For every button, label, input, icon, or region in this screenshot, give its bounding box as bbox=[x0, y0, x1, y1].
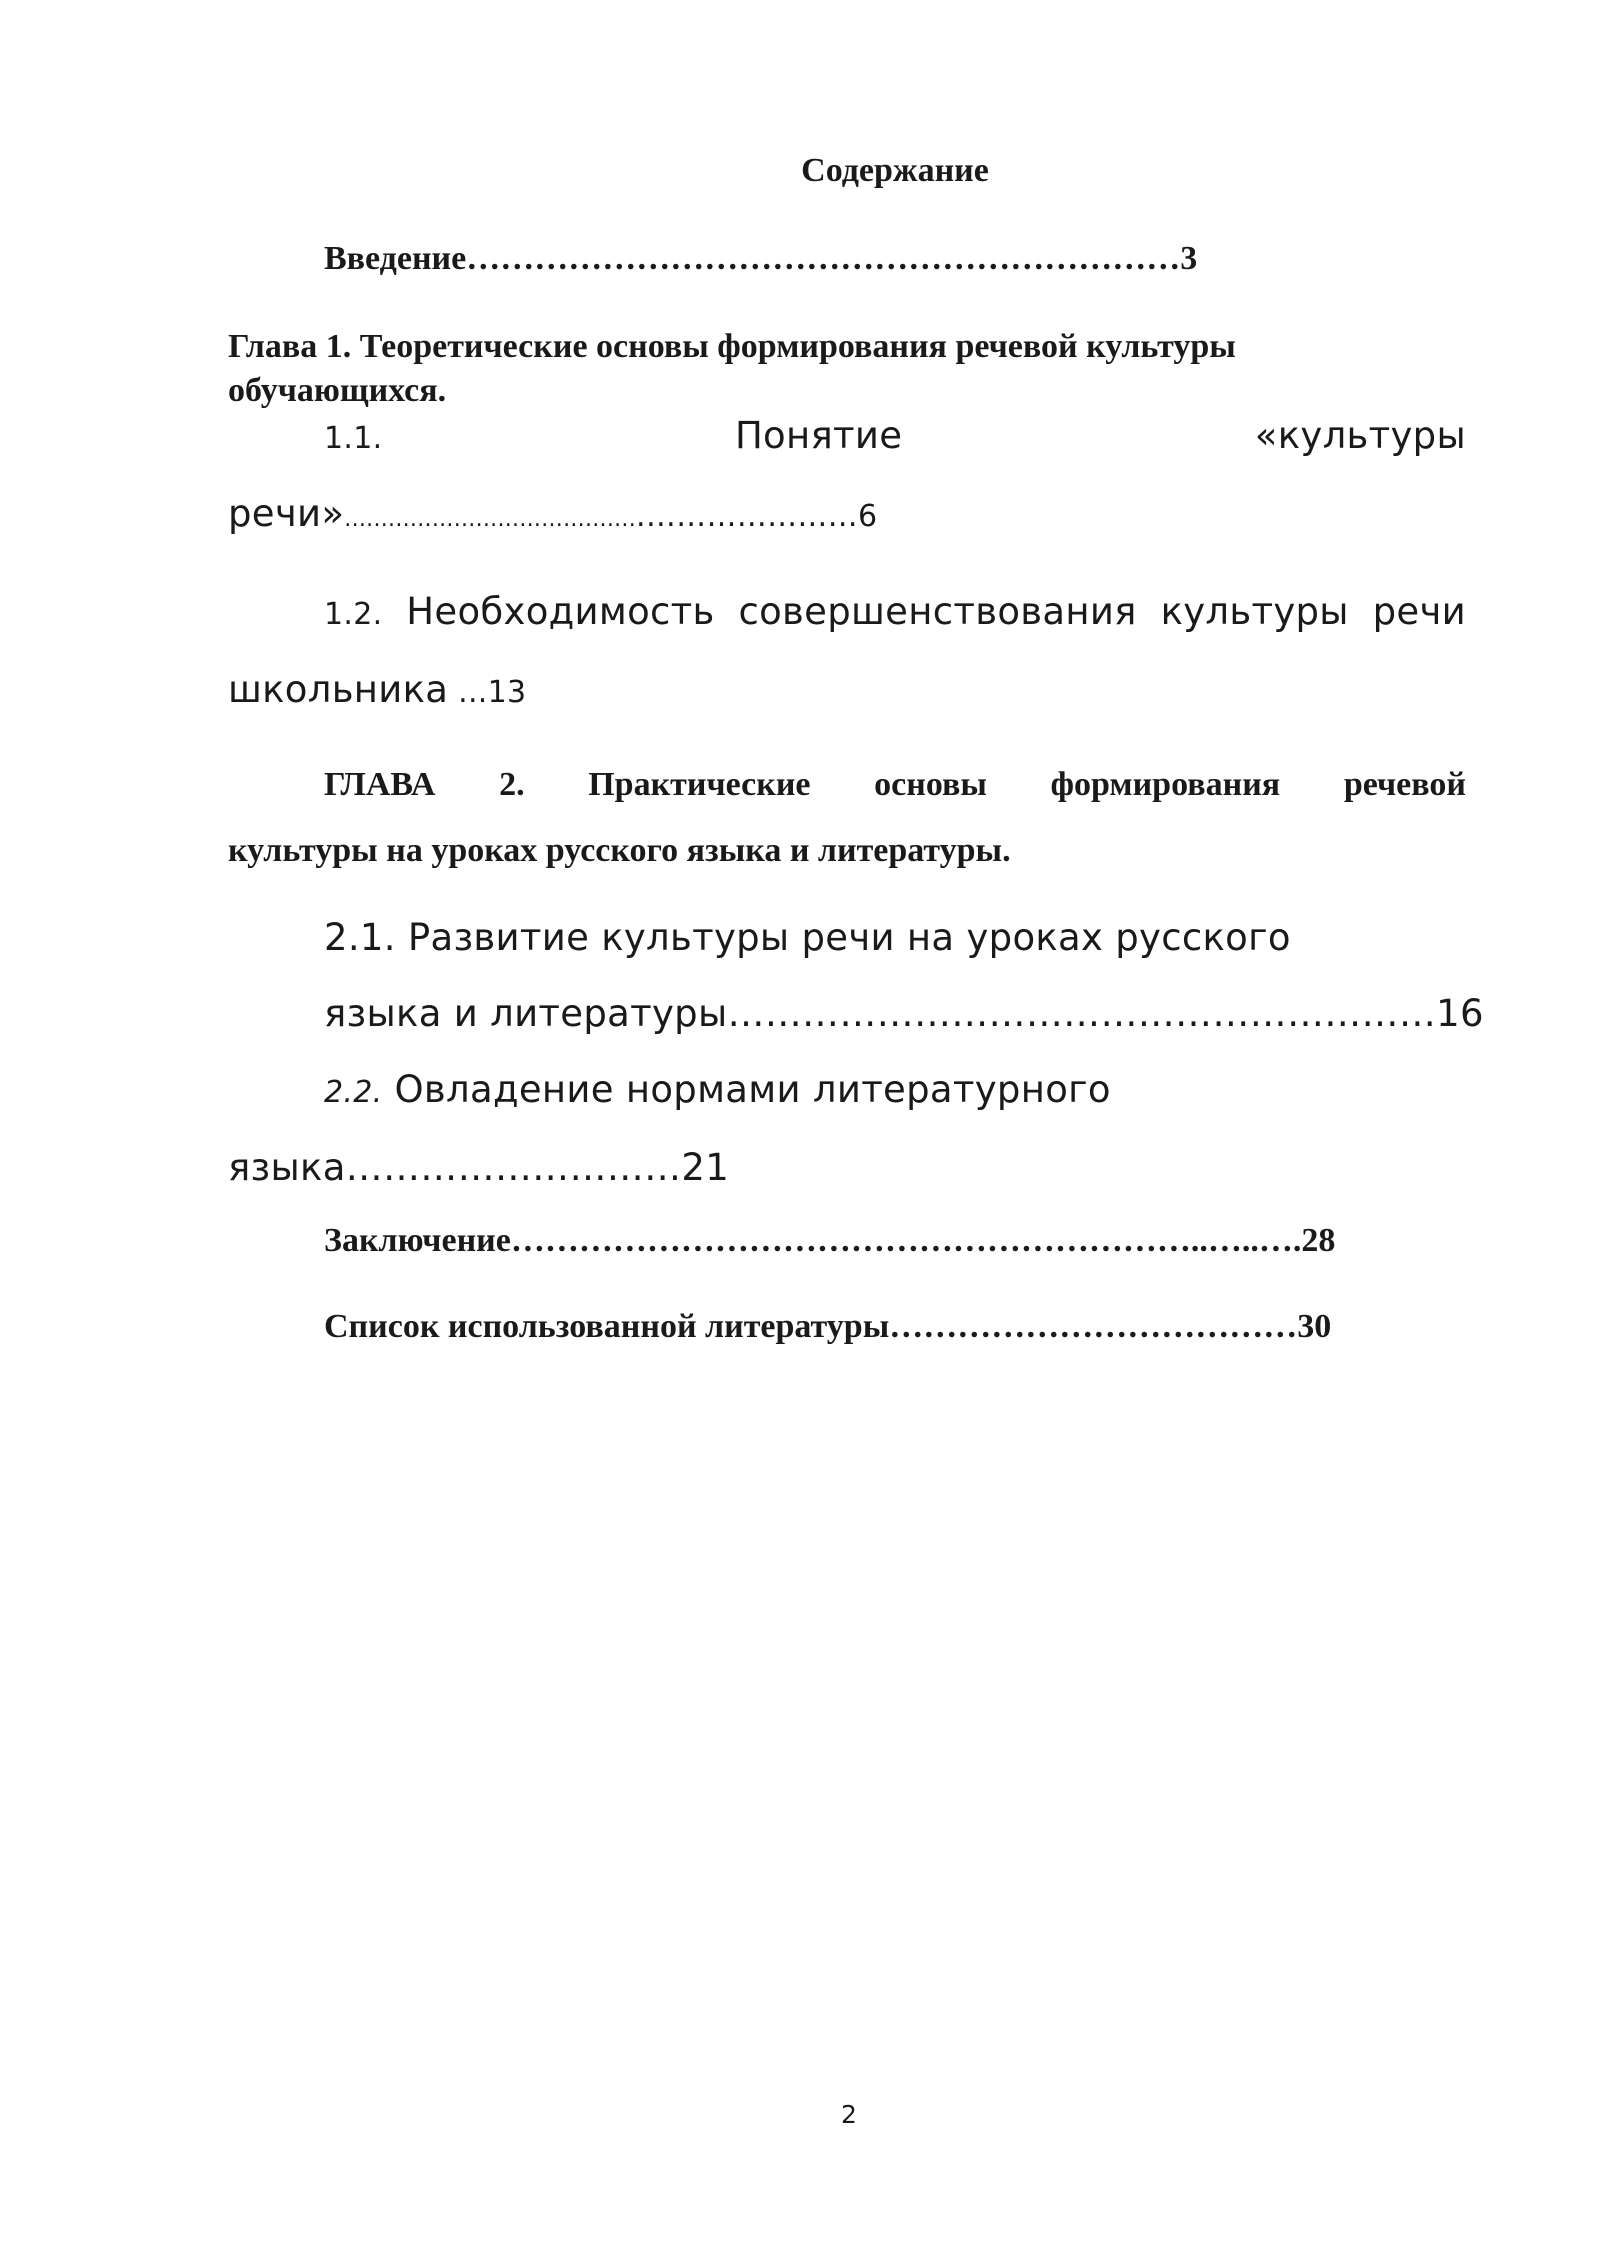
section-title-word: совершенствования bbox=[738, 590, 1137, 633]
toc-entry-references: Список использованной литературы………………………………30 bbox=[324, 1308, 1332, 1345]
toc-section-1-2-line1 bbox=[324, 590, 1466, 633]
section-title-word: речи bbox=[1372, 590, 1466, 633]
section-number: 2.2. bbox=[324, 1075, 383, 1110]
toc-chapter1-line1: Глава 1. Теоретические основы формирования речевой культуры bbox=[228, 328, 1236, 365]
toc-section-1-1-line1 bbox=[324, 414, 1466, 457]
section-title-text: Овладение нормами литературного bbox=[382, 1068, 1111, 1111]
toc-section-2-1-line1: 2.1. Развитие культуры речи на уроках русского bbox=[324, 916, 1291, 959]
section-title-word: Необходимость bbox=[406, 590, 715, 633]
chapter-word: речевой bbox=[1343, 766, 1466, 803]
toc-entry-intro: Введение………………………………………………………3 bbox=[324, 240, 1198, 277]
toc-section-1-1-line2 bbox=[228, 492, 877, 535]
section-title-word: Понятие bbox=[734, 414, 903, 457]
toc-section-2-2-line1 bbox=[324, 1068, 1111, 1111]
toc-section-2-1-line2: языка и литературы…………………………………………………16 bbox=[324, 992, 1484, 1035]
page-number: 2 bbox=[841, 2100, 857, 2129]
page-title: Содержание bbox=[801, 152, 989, 189]
chapter-word: основы bbox=[874, 766, 987, 803]
toc-chapter1-line2: обучающихся. bbox=[228, 372, 447, 409]
section-number: 1.1. bbox=[324, 421, 383, 456]
leader-dots: ........................................ bbox=[344, 507, 637, 532]
section-title-word: «культуры bbox=[1254, 414, 1466, 457]
chapter-word: Практические bbox=[588, 766, 811, 803]
toc-entry-conclusion: Заключение……………………………………………………..…..….28 bbox=[324, 1222, 1336, 1259]
toc-chapter2-line1 bbox=[324, 766, 1466, 804]
chapter-word: формирования bbox=[1050, 766, 1281, 803]
chapter-word: ГЛАВА bbox=[324, 766, 436, 803]
page-ref: ...13 bbox=[448, 675, 527, 710]
section-title-text: школьника bbox=[228, 668, 449, 711]
section-title-text: речи» bbox=[228, 492, 345, 535]
chapter-word: 2. bbox=[499, 766, 525, 803]
toc-section-2-2-line2: языка………………………21 bbox=[228, 1146, 730, 1189]
page-ref: .…………………6 bbox=[636, 499, 878, 534]
toc-chapter2-line2: культуры на уроках русского языка и литературы. bbox=[228, 832, 1011, 869]
toc-section-1-2-line2 bbox=[228, 668, 526, 711]
section-number: 1.2. bbox=[324, 597, 383, 632]
section-title-word: культуры bbox=[1160, 590, 1349, 633]
